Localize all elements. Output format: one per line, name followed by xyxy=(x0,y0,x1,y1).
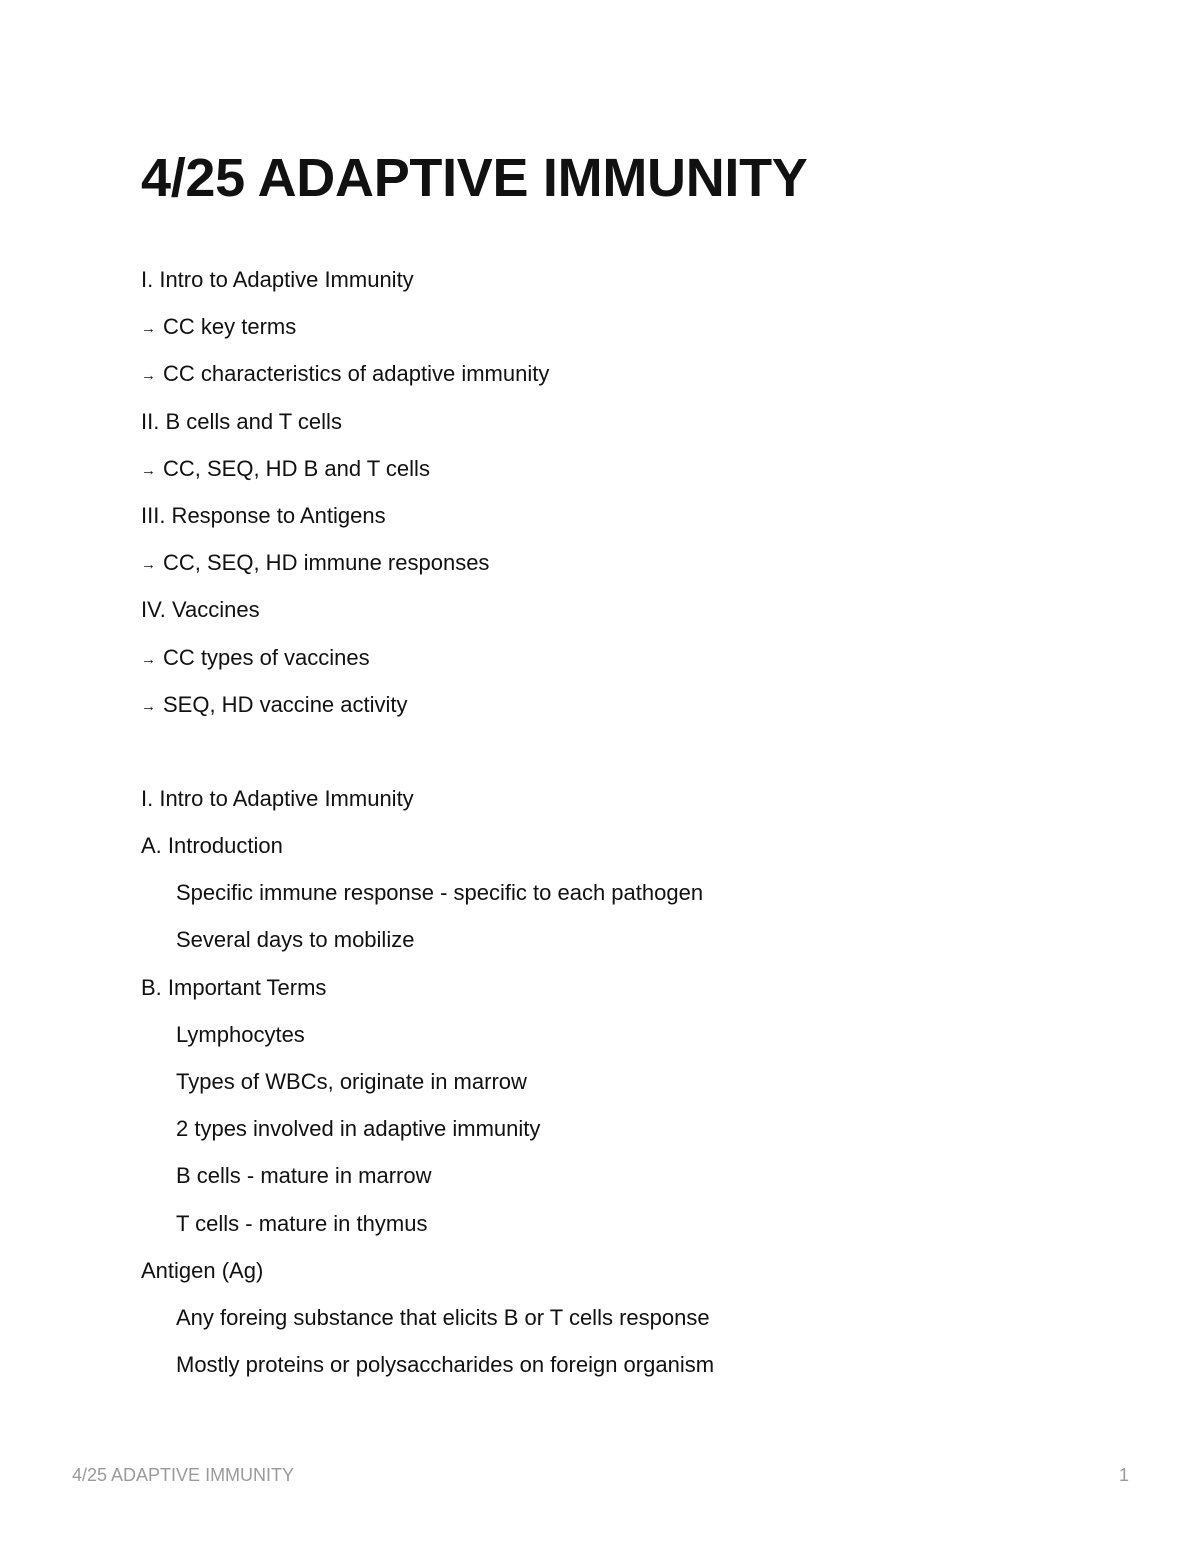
arrow-icon: → xyxy=(141,461,156,479)
note-line: Any foreing substance that elicits B or T cells response xyxy=(176,1304,710,1330)
outline-heading: I. Intro to Adaptive Immunity xyxy=(141,267,414,292)
page-number: 1 xyxy=(1118,1465,1129,1485)
term-heading: Antigen (Ag) xyxy=(141,1257,264,1283)
arrow-icon: → xyxy=(141,320,156,338)
section-heading: I. Intro to Adaptive Immunity xyxy=(141,785,414,811)
outline-heading: IV. Vaccines xyxy=(141,597,260,623)
outline-heading: II. B cells and T cells xyxy=(141,408,342,434)
arrow-icon: → xyxy=(141,650,156,668)
note-line: Several days to mobilize xyxy=(176,927,415,953)
note-line: Lymphocytes xyxy=(176,1021,305,1047)
outline-subitem-text: CC, SEQ, HD B and T cells xyxy=(163,455,430,481)
outline-subitem-text: CC key terms xyxy=(163,314,297,340)
note-line: B cells - mature in marrow xyxy=(176,1163,432,1189)
page-title: 4/25 ADAPTIVE IMMUNITY xyxy=(141,148,808,208)
arrow-icon: → xyxy=(141,367,156,385)
note-line: Specific immune response - specific to each pathogen xyxy=(176,880,704,906)
outline-subitem-text: CC characteristics of adaptive immunity xyxy=(163,361,550,387)
outline-subitem xyxy=(141,350,1141,397)
outline-subitem xyxy=(141,634,1141,681)
note-line: Mostly proteins or polysaccharides on foreign organism xyxy=(176,1352,715,1378)
subsection-heading: A. Introduction xyxy=(141,833,283,859)
outline-subitem-text: SEQ, HD vaccine activity xyxy=(163,691,408,717)
outline-subitem-text: CC types of vaccines xyxy=(163,644,370,670)
outline-subitem xyxy=(141,681,1141,728)
subsection-heading: B. Important Terms xyxy=(141,974,327,1000)
outline-subitem xyxy=(141,539,1141,586)
arrow-icon: → xyxy=(141,697,156,715)
note-line: T cells - mature in thymus xyxy=(176,1210,428,1236)
document-body xyxy=(141,256,1141,1388)
outline-subitem xyxy=(141,445,1141,492)
note-line: Types of WBCs, originate in marrow xyxy=(176,1069,527,1094)
note-line: 2 types involved in adaptive immunity xyxy=(176,1116,541,1142)
section-spacer xyxy=(141,728,1141,775)
footer-title: 4/25 ADAPTIVE IMMUNITY xyxy=(72,1465,295,1485)
outline-subitem xyxy=(141,303,1141,350)
outline-subitem-text: CC, SEQ, HD immune responses xyxy=(163,550,490,576)
outline-heading: III. Response to Antigens xyxy=(141,502,386,528)
arrow-icon: → xyxy=(141,556,156,574)
